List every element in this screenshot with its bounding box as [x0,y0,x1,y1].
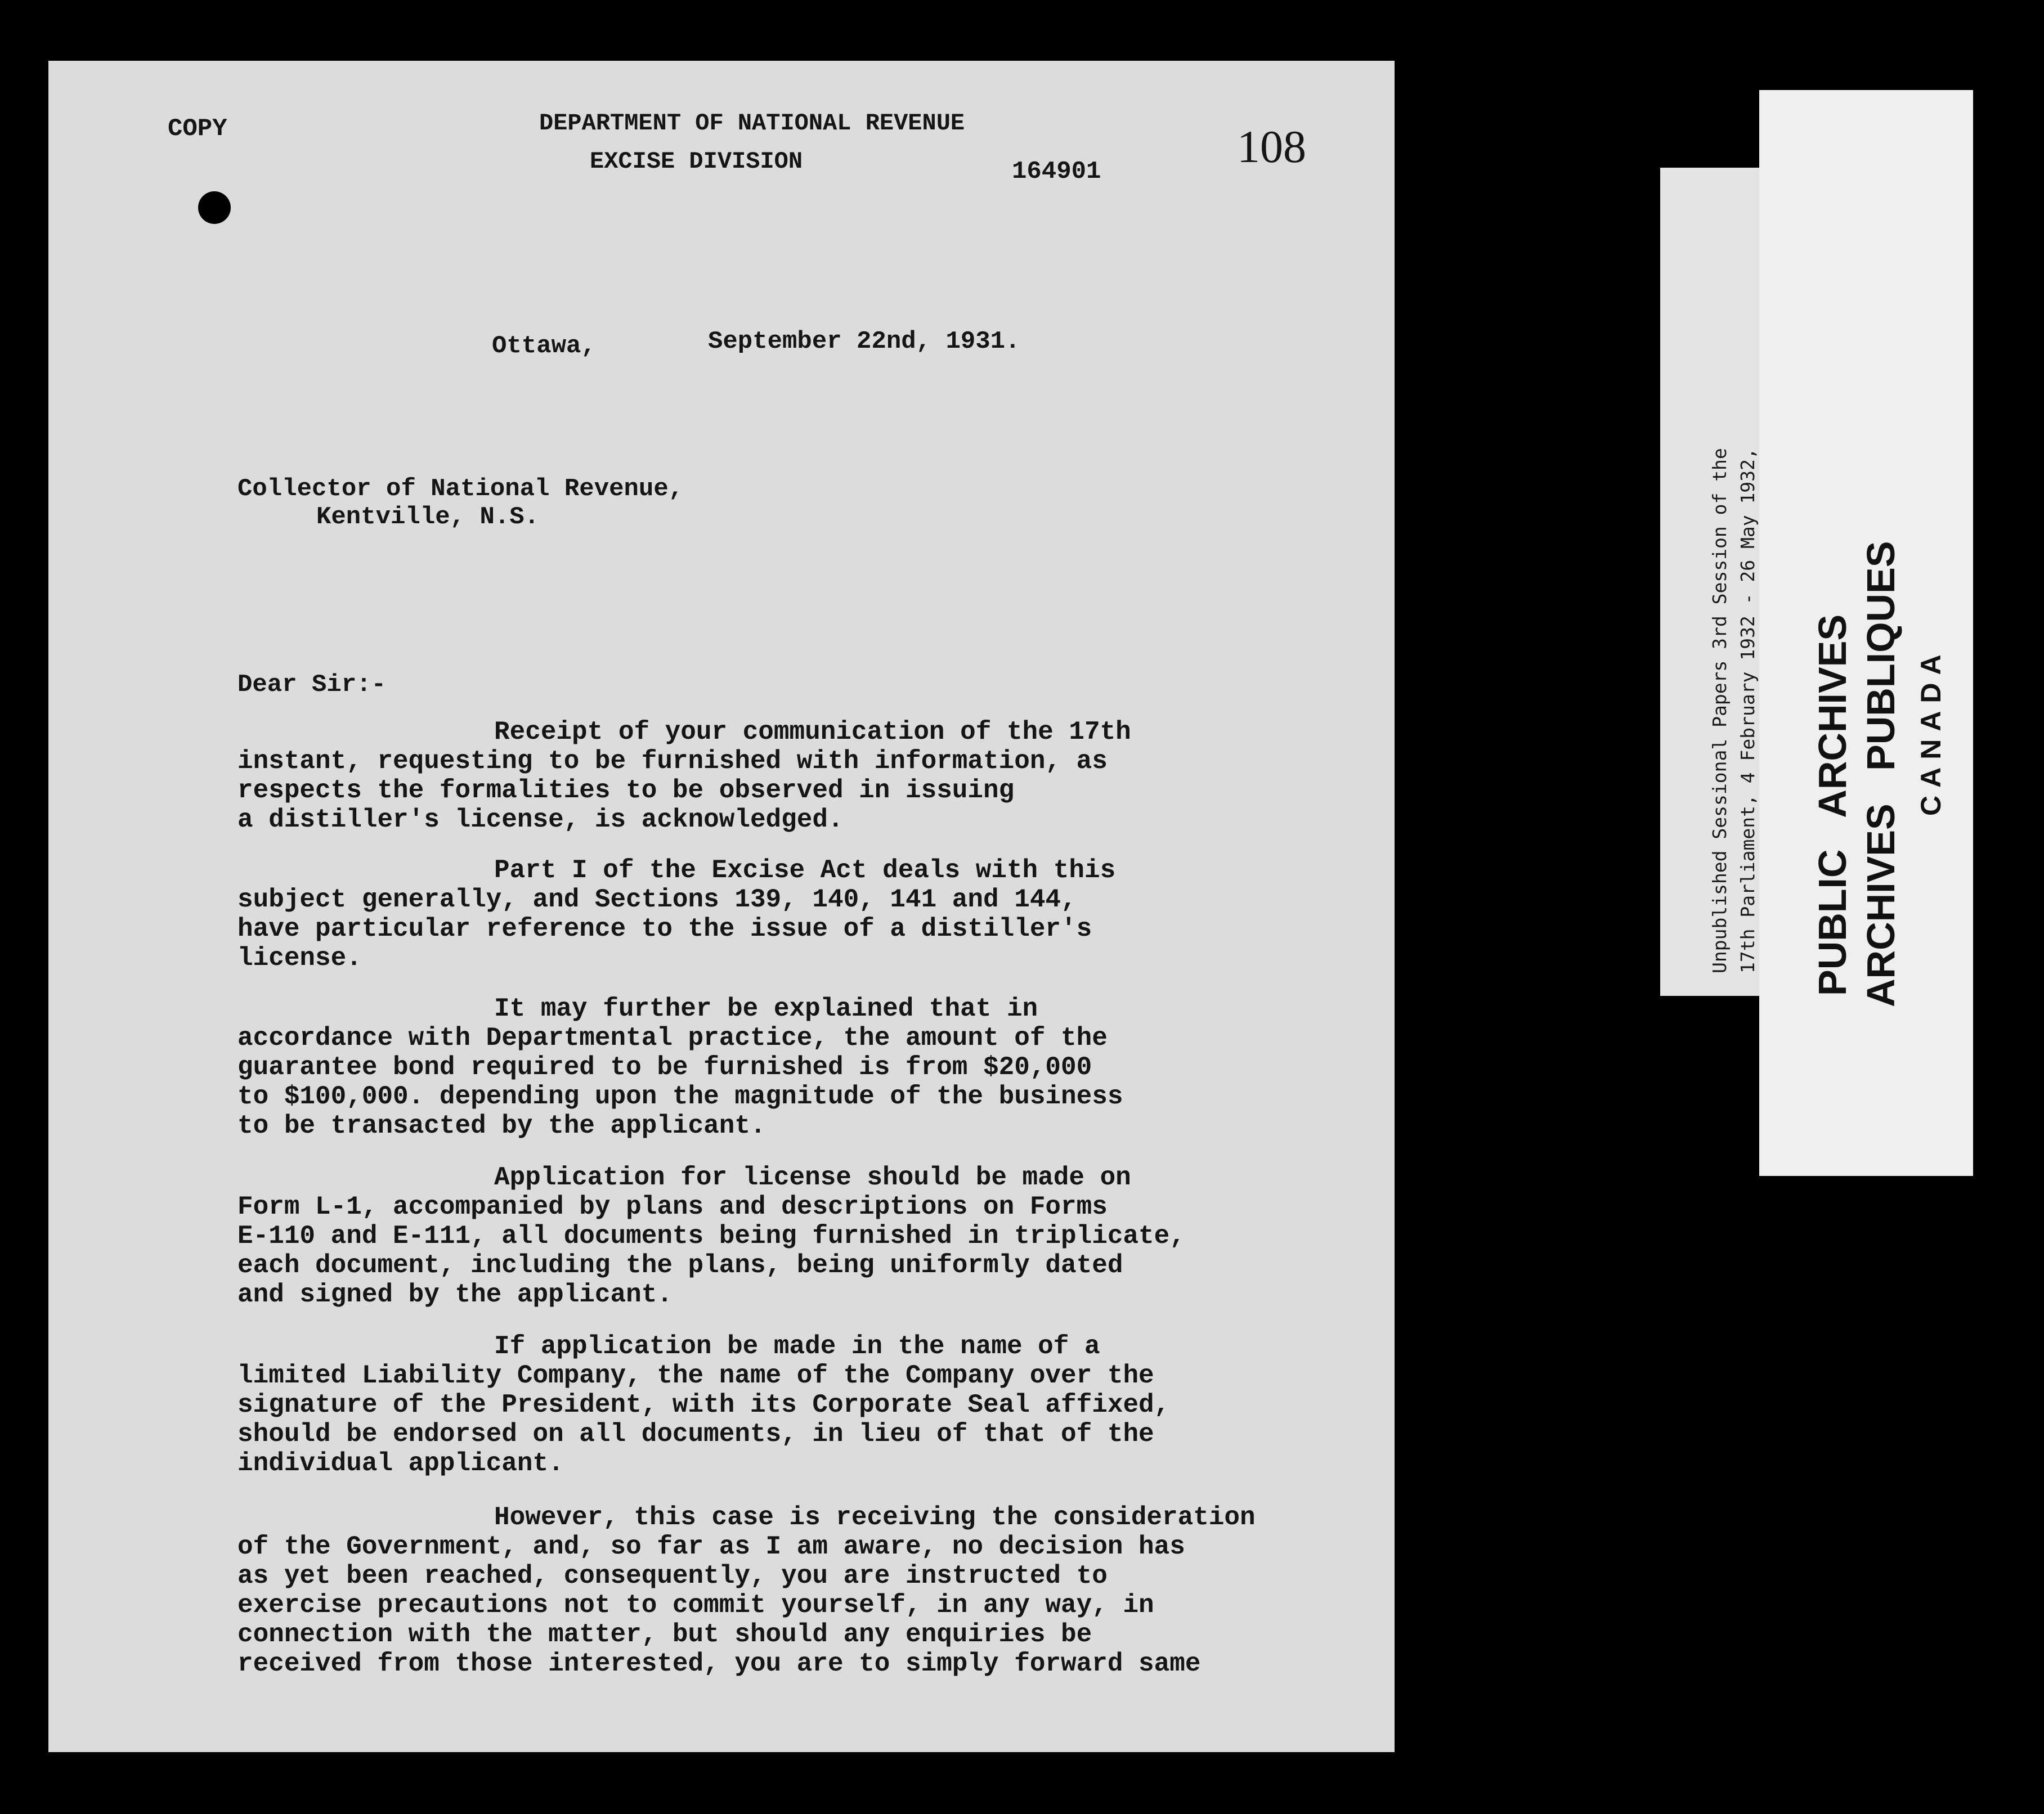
folio-number: 108 [1237,121,1306,172]
body-line: instant, requesting to be furnished with information, as [237,747,1108,776]
slip-line: Unpublished Sessional Papers 3rd Session of the [1709,448,1731,973]
body-line: guarantee bond required to be furnished is from $20,000 [237,1053,1092,1082]
body-line: It may further be explained that in [494,994,1038,1023]
body-line: Part I of the Excise Act deals with this [494,856,1116,885]
body-line: E-110 and E-111, all documents being furnished in triplicate, [237,1222,1185,1251]
body-line: If application be made in the name of a [494,1332,1100,1361]
letter-date: September 22nd, 1931. [708,327,1020,356]
body-line: exercise precautions not to commit yourself, in any way, in [237,1591,1154,1620]
letter-page [48,61,1395,1752]
body-line: accordance with Departmental practice, the amount of the [237,1023,1108,1053]
addressee-line: Collector of National Revenue, [237,475,684,503]
body-line: connection with the matter, but should any enquiries be [237,1620,1092,1649]
body-line: respects the formalities to be observed in issuing [237,776,1015,805]
salutation: Dear Sir:- [237,671,387,699]
body-line: license. [237,944,362,973]
place: Ottawa, [492,332,596,360]
body-line: However, this case is receiving the consideration [494,1503,1256,1532]
body-line: as yet been reached, consequently, you are instructed to [237,1561,1108,1591]
archives-title-fr: ARCHIVES PUBLIQUES [1859,541,1903,1007]
body-line: to be transacted by the applicant. [237,1111,766,1141]
body-line: each document, including the plans, being uniformly dated [237,1251,1123,1280]
body-line: signature of the President, with its Corporate Seal affixed, [237,1390,1170,1420]
body-line: of the Government, and, so far as I am aware, no decision has [237,1532,1185,1561]
archives-card [1759,90,1973,1176]
body-line: a distiller's license, is acknowledged. [237,805,844,834]
addressee-line: Kentville, N.S. [316,503,540,531]
body-line: received from those interested, you are to simply forward same [237,1649,1201,1678]
file-number: 164901 [1012,158,1101,186]
body-line: to $100,000. depending upon the magnitude of the business [237,1082,1123,1111]
copy-mark: COPY [168,115,227,143]
body-line: should be endorsed on all documents, in lieu of that of the [237,1420,1154,1449]
archives-country: CANADA [1915,646,1947,816]
body-line: limited Liability Company, the name of the Company over the [237,1361,1154,1390]
slip-line: 17th Parliament, 4 February 1932 - 26 May 1932, [1737,448,1759,973]
punch-hole-mark [198,191,231,224]
body-line: Form L-1, accompanied by plans and descriptions on Forms [237,1192,1108,1222]
division-heading: EXCISE DIVISION [590,148,803,175]
body-line: subject generally, and Sections 139, 140, 141 and 144, [237,885,1077,914]
body-line: have particular reference to the issue of a distiller's [237,914,1092,944]
body-line: individual applicant. [237,1449,564,1478]
body-line: Application for license should be made on [494,1163,1131,1192]
archives-title-en: PUBLIC ARCHIVES [1810,614,1854,996]
body-line: and signed by the applicant. [237,1280,673,1309]
body-line: Receipt of your communication of the 17th [494,717,1131,747]
department-heading: DEPARTMENT OF NATIONAL REVENUE [539,110,965,137]
